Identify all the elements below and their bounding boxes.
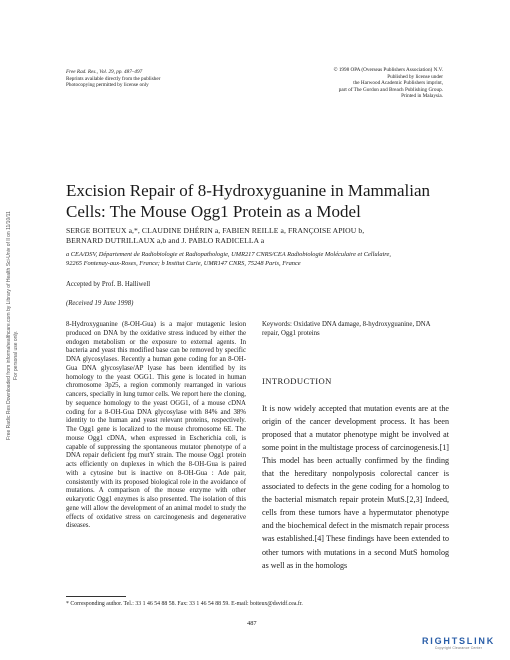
rightslink-logo (422, 636, 495, 650)
title-line-1: Excision Repair of 8-Hydroxyguanine in Mammalian (66, 181, 430, 200)
affiliation-line-2: 92265 Fontenay-aux-Roses, France; b Institut Curie, UMR147 CNRS, 75248 Paris, France (66, 259, 301, 267)
accepted-by: Accepted by Prof. B. Halliwell (66, 281, 151, 288)
rightslink-tagline: Copyright Clearance Center (434, 646, 483, 650)
copyright-line: © 1998 OPA (Overseas Publishers Association) N.V. (333, 67, 443, 73)
introduction-text (262, 402, 449, 572)
footnote: * Corresponding author. Tel.: 33 1 46 54 88 58. Fax: 33 1 46 54 88 59. E-mail: boiteux@dsvidf.cea.fr. (66, 601, 303, 607)
keywords: Keywords: Oxidative DNA damage, 8-hydroxyguanine, DNA repair, Ogg1 proteins (262, 321, 431, 337)
footnote-rule (66, 596, 126, 597)
imprint-line: the Harwood Academic Publishers imprint, (353, 80, 443, 87)
side-download-note (2, 140, 28, 440)
journal-header-right (270, 67, 443, 100)
license-line: Published by license under (387, 73, 443, 80)
page-number: 487 (247, 620, 257, 627)
journal-citation: Free Rad. Res., Vol. 29, pp. 487–497 (66, 69, 143, 75)
section-heading-introduction: INTRODUCTION (262, 376, 332, 386)
authors-line-2: BERNARD DUTRILLAUX a,b and J. PABLO RADICELLA a (66, 236, 265, 245)
title-line-2: Cells: The Mouse Ogg1 Protein as a Model (66, 202, 361, 221)
affiliation-line-1: a CEA/DSV, Département de Radiobiologie et Radiopathologie, UMR217 CNRS/CEA Radiobiologie Moléculaire et Cellulaire, (66, 251, 391, 258)
abstract-text: 8-Hydroxyguanine (8-OH-Gua) is a major mutagenic lesion produced on DNA by the oxidative stress induced by either the endogen metabolism or the exposure to external agents. In bacteria and yeast this modified base can be removed by specific DNA glycosylases. Recently a human gene coding for an 8-OH-Gua DNA glycosylase/AP lyase has been identified by its homology to the yeast OGG1. This gene is located in human chromosome 3p25, a region commonly rearranged in various cancers, specially in lung tumor cells. We report here the cloning, by sequence homology to the yeast OGG1, of a mouse cDNA coding for a 8-OH-Gua DNA glycosylase with 84% and 38% identity to the human and yeast relevant proteins, respectively. The Ogg1 gene is localized to the mouse chromosome 6E. The mouse Ogg1 cDNA, when expressed in Escherichia coli, is capable of suppressing the spontaneous mutator phenotype of a DNA repair deficient fpg mutY strain. The mouse Ogg1 protein acts efficiently on duplexes in which the 8-OH-Gua is paired with a cytosine but is inactive on 8-OH-Gua : Ade pair, consistently with its proposed biological role in the avoidance of mutations. A comparison of the mouse enzyme with other eukaryotic Ogg1 enzymes is also presented. The isolation of this gene will allow the development of an animal model to study the effects of oxidative stress on carcinogenesis and degenerative diseases. (66, 321, 246, 530)
introduction-paragraph: It is now widely accepted that mutation events are at the origin of the cancer development process. It has been proposed that a mutator phenotype might be involved at some point in the multistage process of carcinogenesis.[1] This model has been actually confirmed by the finding that the hereditary nonpolyposis colorectal cancer is associated to defects in the gene coding for a homolog to the bacterial mismatch repair protein MutS.[2,3] Indeed, cells from these tumors have a hypermutator phenotype and the biochemical defect in the mismatch repair process was established.[4] These findings have been extended to other tumors with mutations in a second MutS homolog as well as in the homologs (262, 404, 449, 570)
authors-line-1: SERGE BOITEUX a,*, CLAUDINE DHÉRIN a, FABIEN REILLE a, FRANÇOISE APIOU b, (66, 226, 365, 235)
author-list (66, 226, 456, 246)
rightslink-logo-text: RIGHTSLINK (422, 636, 495, 646)
affiliations (66, 251, 466, 268)
photocopy-note: Photocopying permitted by license only (66, 82, 149, 89)
received-date: (Received 19 June 1998) (66, 300, 134, 307)
side-note-line-2: For personal use only. (13, 330, 19, 380)
abstract (66, 321, 246, 531)
group-line: part of The Gordon and Breach Publishing Group. (338, 86, 443, 93)
side-note-line-1: Free Radic Res Downloaded from informahealthcare.com by Library of Health Sci-Univ of Il on 11/10/11 (6, 211, 12, 440)
paper-title (66, 180, 456, 222)
printed-line: Printed in Malaysia. (401, 93, 443, 100)
journal-header-left (66, 69, 266, 89)
reprints-note: Reprints available directly from the publisher (66, 75, 161, 82)
